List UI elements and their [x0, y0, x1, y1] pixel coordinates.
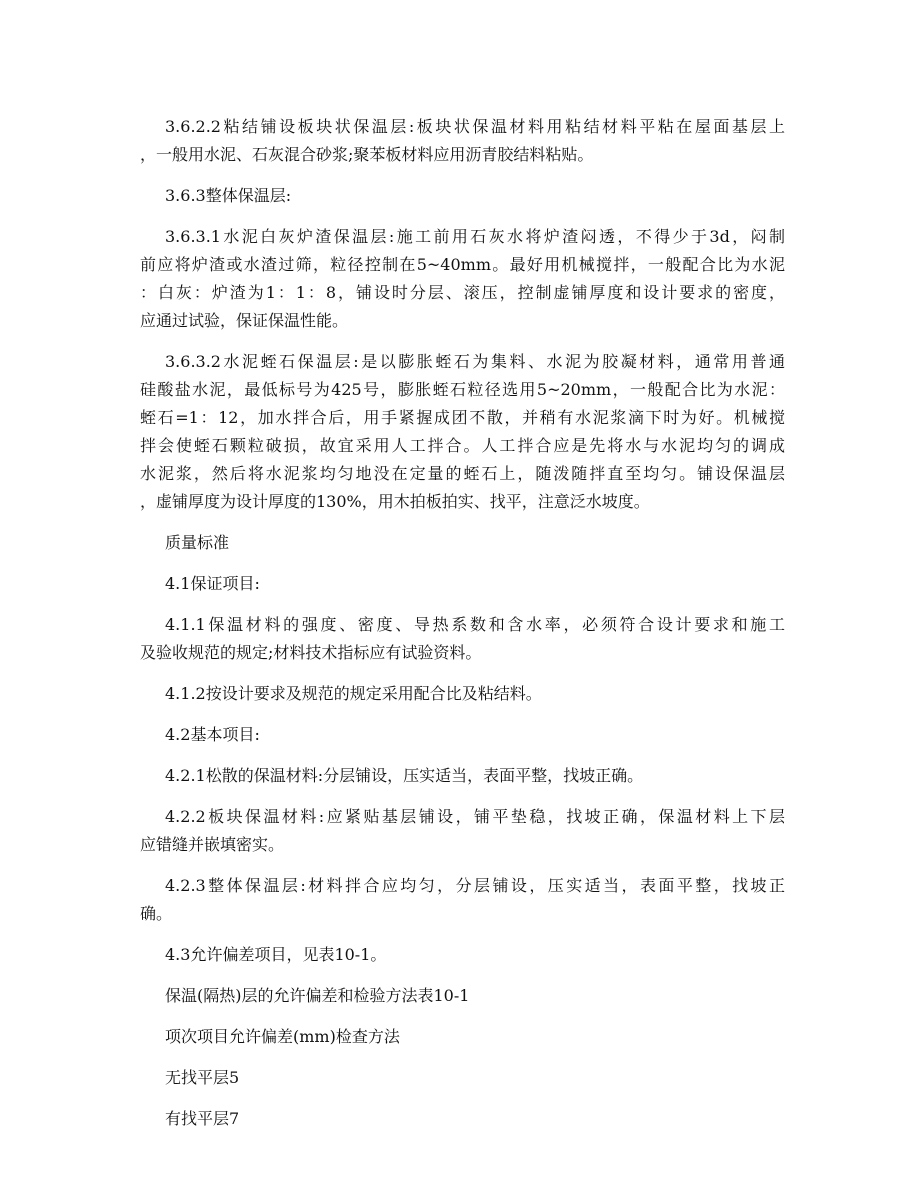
paragraph — [140, 982, 785, 1010]
text-line: 质量标准 — [165, 533, 230, 552]
text-line: ：白灰：炉渣为1：1：8，铺设时分层、滚压，控制虚铺厚度和设计要求的密度， — [140, 283, 785, 302]
text-line: 应通过试验，保证保温性能。 — [140, 311, 349, 330]
text-line: 4.3允许偏差项目，见表10-1。 — [165, 945, 387, 964]
text-line: ，虚铺厚度为设计厚度的130%，用木拍板拍实、找平，注意泛水坡度。 — [140, 492, 650, 511]
text-line: 4.2.2板块保温材料:应紧贴基层铺设，铺平垫稳，找坡正确，保温材料上下层 — [165, 807, 785, 826]
paragraph — [140, 941, 785, 969]
text-line: 4.2.3整体保温层:材料拌合应均匀，分层铺设，压实适当，表面平整，找坡正 — [165, 876, 785, 895]
text-line: 硅酸盐水泥，最低标号为425号，膨胀蛭石粒径选用5~20mm，一般配合比为水泥： — [140, 380, 785, 399]
text-line: 应错缝并嵌填密实。 — [140, 835, 285, 854]
text-line: 4.2.1松散的保温材料:分层铺设，压实适当，表面平整，找坡正确。 — [165, 766, 644, 785]
paragraph — [140, 872, 785, 928]
text-line: 无找平层5 — [165, 1068, 240, 1087]
paragraph — [140, 570, 785, 598]
text-line: 保温(隔热)层的允许偏差和检验方法表10-1 — [165, 986, 470, 1005]
text-line: 4.2基本项目: — [165, 725, 260, 744]
paragraph — [140, 680, 785, 708]
text-line: 3.6.3.1水泥白灰炉渣保温层:施工前用石灰水将炉渣闷透，不得少于3d，闷制 — [165, 227, 785, 246]
text-line: 及验收规范的规定;材料技术指标应有试验资料。 — [140, 643, 482, 662]
text-line: 3.6.3整体保温层: — [165, 186, 292, 205]
text-line: 3.6.3.2水泥蛭石保温层:是以膨胀蛭石为集料、水泥为胶凝材料，通常用普通 — [165, 352, 785, 371]
text-line: 拌会使蛭石颗粒破损，故宜采用人工拌合。人工拌合应是先将水与水泥均匀的调成 — [140, 436, 785, 455]
paragraph — [140, 1023, 785, 1051]
paragraph — [140, 1105, 785, 1133]
paragraph — [140, 182, 785, 210]
text-line: 4.1保证项目: — [165, 574, 260, 593]
text-line: ，一般用水泥、石灰混合砂浆;聚苯板材料应用沥青胶结料粘贴。 — [140, 145, 594, 164]
text-line: 确。 — [140, 904, 173, 923]
text-line: 4.1.1保温材料的强度、密度、导热系数和含水率，必须符合设计要求和施工 — [165, 615, 785, 634]
paragraph — [140, 348, 785, 516]
paragraph — [140, 721, 785, 749]
text-line: 水泥浆，然后将水泥浆均匀地没在定量的蛭石上，随泼随拌直至均匀。铺设保温层 — [140, 464, 785, 483]
paragraph — [140, 803, 785, 859]
text-line: 有找平层7 — [165, 1109, 240, 1128]
text-line: 3.6.2.2粘结铺设板块状保温层:板块状保温材料用粘结材料平粘在屋面基层上 — [165, 117, 785, 136]
paragraph — [140, 113, 785, 169]
text-line: 4.1.2按设计要求及规范的规定采用配合比及粘结料。 — [165, 684, 542, 703]
document-body — [140, 113, 785, 1146]
text-line: 前应将炉渣或水渣过筛，粒径控制在5~40mm。最好用机械搅拌，一般配合比为水泥 — [140, 255, 785, 274]
paragraph — [140, 529, 785, 557]
paragraph — [140, 1064, 785, 1092]
paragraph — [140, 223, 785, 335]
text-line: 项次项目允许偏差(mm)检查方法 — [165, 1027, 400, 1046]
text-line: 蛭石=1：12，加水拌合后，用手紧握成团不散，并稍有水泥浆滴下时为好。机械搅 — [140, 408, 785, 427]
paragraph — [140, 762, 785, 790]
paragraph — [140, 611, 785, 667]
